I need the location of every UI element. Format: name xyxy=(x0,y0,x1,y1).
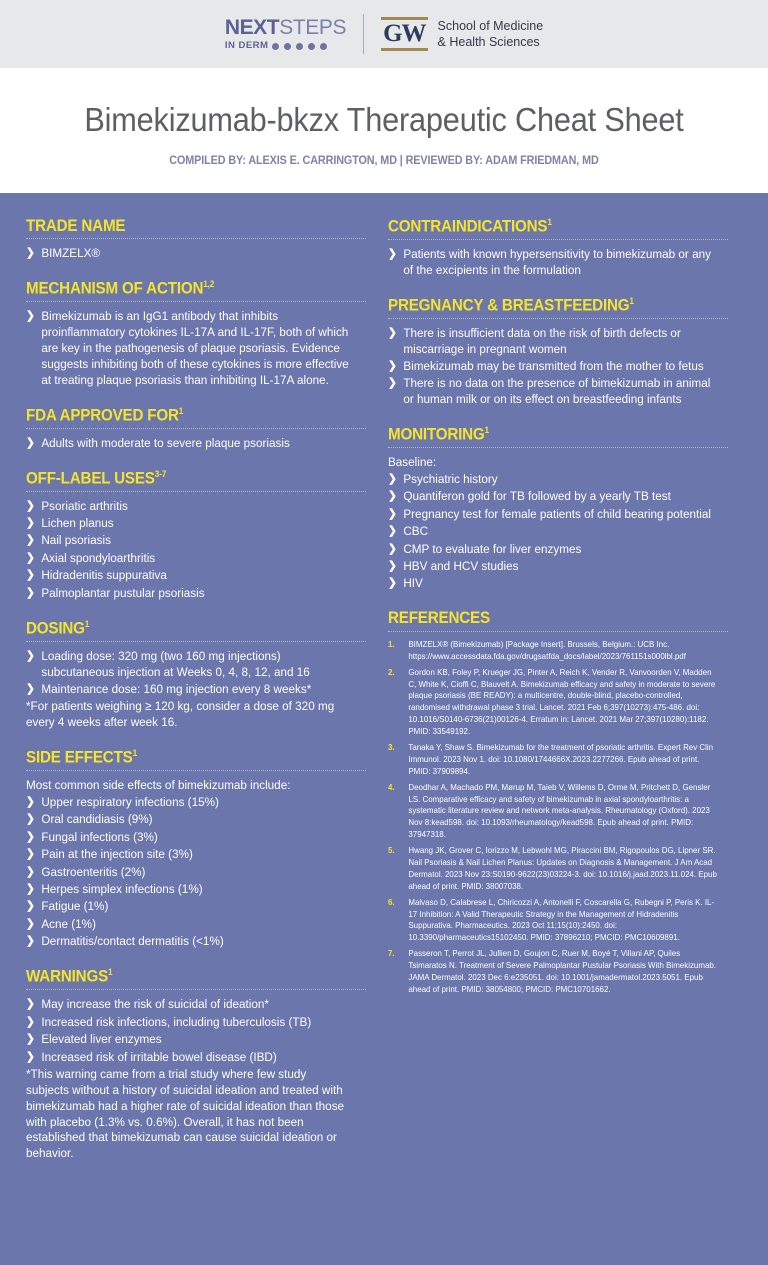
reference-marker: 1 xyxy=(484,425,489,436)
bullet-list xyxy=(26,309,366,388)
reference-marker: 1 xyxy=(108,967,113,978)
reference-number: 6. xyxy=(388,897,395,907)
bullet-list xyxy=(26,499,366,602)
chevron-right-icon: ❯ xyxy=(26,883,35,896)
reference-citation: Gordon KB, Foley P, Krueger JG, Pinter A, Reich K, Vender R, Vanvoorden V, Madden C, White K, Cioffi C, Blauvelt A. Bimekizumab efficacy and safety in moderate to severe plaque psoriasis (BE READY): a multicentre, double-blind, placebo-controlled, randomised withdrawal phase 3 trial. Lancet. 2021 Feb 6;397(10273):475-486. doi: 10.1016/S0140-6736(21)00126-4. Erratum in: Lancet. 2021 Mar 27;397(10280):1182. PMID: 33549192. xyxy=(408,667,716,737)
reference-marker: 1 xyxy=(547,217,552,227)
list-item xyxy=(26,1015,352,1031)
list-item xyxy=(26,795,352,811)
list-item-label: Herpes simplex infections (1%) xyxy=(41,882,203,897)
list-item xyxy=(26,1050,352,1066)
list-item-label: Oral candidiasis (9%) xyxy=(41,812,153,827)
chevron-right-icon: ❯ xyxy=(26,436,35,449)
list-item xyxy=(388,559,714,575)
reference-marker: 1 xyxy=(629,295,634,306)
list-item xyxy=(388,576,714,592)
section-divider xyxy=(26,491,366,492)
list-item-label: Axial spondyloarthritis xyxy=(41,550,156,565)
list-item-label: Psychiatric history xyxy=(403,471,498,486)
list-item-label: Pregnancy test for female patients of child bearing potential xyxy=(403,506,711,521)
list-item-label: Increased risk of irritable bowel disease (IBD) xyxy=(41,1049,277,1064)
list-item xyxy=(26,246,352,262)
chevron-right-icon: ❯ xyxy=(388,359,397,372)
chevron-right-icon: ❯ xyxy=(388,525,397,538)
list-item xyxy=(26,830,352,846)
list-item-label: Elevated liver enzymes xyxy=(41,1032,162,1047)
list-item xyxy=(26,812,352,828)
list-item xyxy=(388,472,714,488)
list-item-label: May increase the risk of suicidal of ideation* xyxy=(41,997,269,1012)
chevron-right-icon: ❯ xyxy=(388,326,397,339)
right-column xyxy=(388,217,728,1013)
chevron-right-icon: ❯ xyxy=(26,865,35,878)
list-item xyxy=(26,586,352,602)
gw-school-name xyxy=(438,18,544,51)
reference-number: 5. xyxy=(388,846,395,856)
list-item-label: Lichen planus xyxy=(41,515,114,530)
reference-number: 2. xyxy=(388,667,395,677)
chevron-right-icon: ❯ xyxy=(26,586,35,599)
list-item-label: HBV and HCV studies xyxy=(403,559,519,574)
reference-item xyxy=(388,897,718,945)
list-item xyxy=(26,436,352,452)
in-derm-row xyxy=(225,41,328,51)
section-heading: PREGNANCY & BREASTFEEDING$^1$ xyxy=(388,295,634,315)
section-divider xyxy=(26,428,366,429)
list-item-label: Increased risk infections, including tuberculosis (TB) xyxy=(41,1014,312,1029)
reference-number: 1. xyxy=(388,639,395,649)
section-monitoring xyxy=(388,425,728,592)
section-divider xyxy=(26,770,366,771)
section-heading: SIDE EFFECTS$^1$ xyxy=(26,748,138,767)
list-item xyxy=(26,551,352,567)
bullet-list xyxy=(26,246,366,262)
section-pregnancy-breastfeeding xyxy=(388,296,728,408)
chevron-right-icon: ❯ xyxy=(388,577,397,590)
reference-item xyxy=(388,845,718,893)
bullet-list xyxy=(388,326,728,408)
reference-item xyxy=(388,667,718,738)
section-heading: TRADE NAME xyxy=(26,217,126,235)
reference-item xyxy=(388,782,718,841)
reference-citation: Hwang JK, Grover C, Iorizzo M, Lebwohl MG, Piraccini BM, Rigopoulos DG, Lipner SR. Nail Psoriasis & Nail Lichen Planus: Updates on Diagnosis & Management. J Am Acad Dermatol. 2023 Nov 23:S0190-9622(23)03224-3. doi: 10.1016/j.jaad.2023.11.024. Epub ahead of print. PMID: 38007038. xyxy=(408,846,717,891)
chevron-right-icon: ❯ xyxy=(26,917,35,930)
list-item xyxy=(388,359,714,375)
bullet-list xyxy=(388,472,728,593)
list-item xyxy=(388,376,714,408)
next-steps-wordmark xyxy=(225,17,346,38)
list-item-label: Palmoplantar pustular psoriasis xyxy=(41,585,205,600)
list-item xyxy=(388,489,714,505)
reference-citation: Tanaka Y, Shaw S. Bimekizumab for the treatment of psoriatic arthritis. Expert Rev Clin Immunol. 2023 Nov 1. doi: 10.1080/1744666X.2023.2277266. Epub ahead of print. PMID: 37909894. xyxy=(408,743,714,776)
list-item xyxy=(388,507,714,523)
reference-citation: BIMZELX® (Bimekizumab) [Package Insert]. Brussels, Belgium.: UCB Inc. https://www.accessdata.fda.gov/drugsatfda_docs/label/2023/761151s000lbl.pdf xyxy=(408,639,686,661)
list-item-label: There is insufficient data on the risk of birth defects or miscarriage in pregnant women xyxy=(403,325,681,356)
chevron-right-icon: ❯ xyxy=(26,900,35,913)
section-heading: MECHANISM OF ACTION$^{1,2}$ xyxy=(26,279,215,298)
list-item xyxy=(388,247,714,279)
section-warnings xyxy=(26,967,366,1162)
section-side-effects xyxy=(26,748,366,950)
section-footnote: *This warning came from a trial study where few study subjects without a history of suicidal ideation and treated with bimekizumab had a higher rate of suicidal ideation than those with placebo (1.3% vs. 0.6%). Overall, it has not been established that bimekizumab can cause suicidal ideation or behavior. xyxy=(26,1067,345,1161)
list-item-label: Loading dose: 320 mg (two 160 mg injections) subcutaneous injection at Weeks 0, 4, 8, 12, and 16 xyxy=(41,648,310,679)
list-item xyxy=(388,542,714,558)
section-mechanism-of-action xyxy=(26,279,366,388)
chevron-right-icon: ❯ xyxy=(26,551,35,564)
chevron-right-icon: ❯ xyxy=(26,830,35,843)
reference-citation: Passeron T, Perrot JL, Jullien D, Goujon C, Ruer M, Boyé T, Villani AP, Quiles Tsimaratos N. Treatment of Severe Palmoplantar Pustular Psoriasis With Bimekizumab. JAMA Dermatol. 2023 Dec 6:e235051. doi: 10.1001/jamadermatol.2023.5051. Epub ahead of print. PMID: 38054800; PMCID: PMC10701662. xyxy=(408,949,717,994)
list-item-label: Nail psoriasis xyxy=(41,533,111,548)
left-column xyxy=(26,217,366,1179)
section-fda-approved-for xyxy=(26,406,366,452)
section-dosing xyxy=(26,619,366,731)
title-band xyxy=(0,68,768,193)
list-item xyxy=(26,934,352,950)
chevron-right-icon: ❯ xyxy=(26,499,35,512)
section-heading: OFF-LABEL USES$^{3-7}$ xyxy=(26,468,167,488)
section-heading: FDA APPROVED FOR$^1$ xyxy=(26,405,184,425)
cheat-sheet-body xyxy=(0,193,768,1209)
gw-monogram: GW xyxy=(381,17,427,51)
bullet-list xyxy=(26,649,366,698)
list-item xyxy=(26,847,352,863)
list-item-label: Maintenance dose: 160 mg injection every 8 weeks* xyxy=(41,681,312,696)
list-item xyxy=(388,326,714,358)
list-item-label: Acne (1%) xyxy=(41,916,96,931)
chevron-right-icon: ❯ xyxy=(26,1015,35,1028)
list-item-label: Fatigue (1%) xyxy=(41,899,109,914)
list-item-label: Quantiferon gold for TB followed by a yearly TB test xyxy=(403,489,671,504)
reference-citation: Deodhar A, Machado PM, Mørup M, Taieb V, Willems D, Orme M, Pritchett D, Gensler LS. Comparative efficacy and safety of bimekizumab in axial spondyloarthritis: a systematic literature review and network meta-analysis. Rheumatology (Oxford). 2023 Nov 8:kead598. doi: 10.1093/rheumatology/kead598. Epub ahead of print. PMID: 37947318. xyxy=(408,782,711,840)
chevron-right-icon: ❯ xyxy=(26,516,35,529)
reference-marker: 1 xyxy=(84,618,90,629)
list-item-label: Fungal infections (3%) xyxy=(41,829,158,844)
list-item-label: Bimekizumab may be transmitted from the mother to fetus xyxy=(403,358,704,373)
gw-line-1: School of Medicine xyxy=(437,18,544,33)
list-item xyxy=(26,499,352,515)
reference-citation: Malvaso D, Calabrese L, Chiricozzi A, Antonelli F, Coscarella G, Rubegni P, Peris K. IL-17 Inhibition: A Valid Therapeutic Strategy in the Management of Hidradenitis Suppurativa. Pharmaceutics. 2023 Oct 11;15(10):2450. doi: 10.3390/pharmaceutics15102450. PMID: 37896210; PMCID: PMC10609891. xyxy=(408,897,715,943)
list-item-label: Gastroenteritis (2%) xyxy=(41,864,146,879)
section-off-label-uses xyxy=(26,469,366,602)
chevron-right-icon: ❯ xyxy=(388,560,397,573)
section-divider xyxy=(26,641,366,642)
section-intro: Baseline: xyxy=(388,455,437,469)
page-title: Bimekizumab-bkzx Therapeutic Cheat Sheet xyxy=(84,101,684,138)
list-item-label: Pain at the injection site (3%) xyxy=(41,847,193,862)
list-item-label: CBC xyxy=(403,524,429,539)
section-divider xyxy=(388,631,728,632)
section-intro: Most common side effects of bimekizumab include: xyxy=(26,777,291,792)
list-item xyxy=(26,1032,352,1048)
chevron-right-icon: ❯ xyxy=(388,247,397,260)
reference-marker: 1 xyxy=(178,405,184,416)
section-divider xyxy=(26,301,366,302)
chevron-right-icon: ❯ xyxy=(388,542,397,555)
steps-text: STEPS xyxy=(279,16,347,40)
references-heading: REFERENCES xyxy=(388,609,490,628)
chevron-right-icon: ❯ xyxy=(388,490,397,503)
chevron-right-icon: ❯ xyxy=(388,507,397,520)
section-footnote: *For patients weighing ≥ 120 kg, consider a dose of 320 mg every 4 weeks after week 16. xyxy=(26,699,335,730)
next-steps-in-derm-logo xyxy=(225,17,346,51)
section-heading: DOSING$^1$ xyxy=(26,618,90,638)
reference-marker: 1 xyxy=(132,748,138,759)
section-heading: MONITORING$^1$ xyxy=(388,425,489,444)
reference-item xyxy=(388,639,718,663)
chevron-right-icon: ❯ xyxy=(26,848,35,861)
section-references xyxy=(388,609,728,995)
dots-icon xyxy=(272,43,327,50)
list-item-label: HIV xyxy=(403,576,423,591)
logo-group xyxy=(225,14,543,54)
list-item xyxy=(26,917,352,933)
list-item xyxy=(388,524,714,540)
list-item xyxy=(26,309,352,388)
in-derm-text: IN DERM xyxy=(224,40,269,52)
gw-line-2: & Health Sciences xyxy=(437,35,540,49)
list-item-label: BIMZELX® xyxy=(41,246,101,261)
section-heading: WARNINGS$^1$ xyxy=(26,967,113,986)
reference-item xyxy=(388,742,718,778)
bullet-list xyxy=(26,795,366,950)
chevron-right-icon: ❯ xyxy=(26,1050,35,1063)
chevron-right-icon: ❯ xyxy=(388,472,397,485)
chevron-right-icon: ❯ xyxy=(26,649,35,662)
section-divider xyxy=(26,238,366,239)
bullet-list xyxy=(388,247,728,279)
list-item-label: Adults with moderate to severe plaque psoriasis xyxy=(41,435,290,450)
list-item xyxy=(26,516,352,532)
chevron-right-icon: ❯ xyxy=(26,682,35,695)
list-item xyxy=(26,533,352,549)
list-item xyxy=(26,899,352,915)
list-item-label: Patients with known hypersensitivity to bimekizumab or any of the excipients in the formulation xyxy=(403,246,711,277)
list-item xyxy=(26,649,352,681)
list-item-label: Upper respiratory infections (15%) xyxy=(41,794,219,809)
list-item-label: CMP to evaluate for liver enzymes xyxy=(403,541,582,556)
section-divider xyxy=(26,989,366,990)
section-trade-name xyxy=(26,217,366,262)
reference-number: 7. xyxy=(388,949,395,959)
section-contraindications xyxy=(388,217,728,279)
chevron-right-icon: ❯ xyxy=(26,569,35,582)
chevron-right-icon: ❯ xyxy=(26,310,35,323)
logo-divider xyxy=(363,14,364,54)
list-item xyxy=(26,568,352,584)
section-divider xyxy=(388,318,728,319)
list-item-label: Hidradenitis suppurativa xyxy=(41,568,167,583)
reference-number: 3. xyxy=(388,743,395,753)
reference-item xyxy=(388,948,718,996)
list-item xyxy=(26,682,352,698)
list-item xyxy=(26,997,352,1013)
reference-number: 4. xyxy=(388,782,395,792)
chevron-right-icon: ❯ xyxy=(26,935,35,948)
reference-marker: 1,2 xyxy=(203,279,215,290)
reference-marker: 3-7 xyxy=(154,468,167,479)
next-text: NEXT xyxy=(224,16,280,40)
chevron-right-icon: ❯ xyxy=(26,534,35,547)
list-item-label: There is no data on the presence of bimekizumab in animal or human milk or on its effect on breastfeeding infants xyxy=(403,376,711,407)
chevron-right-icon: ❯ xyxy=(26,813,35,826)
bullet-list xyxy=(26,997,366,1065)
byline: COMPILED BY: ALEXIS E. CARRINGTON, MD | REVIEWED BY: ADAM FRIEDMAN, MD xyxy=(169,154,599,167)
bullet-list xyxy=(26,436,366,452)
logo-bar xyxy=(0,0,768,68)
section-divider xyxy=(388,447,728,448)
chevron-right-icon: ❯ xyxy=(26,247,35,260)
section-heading: CONTRAINDICATIONS$^1$ xyxy=(388,217,552,236)
list-item xyxy=(26,865,352,881)
chevron-right-icon: ❯ xyxy=(26,998,35,1011)
list-item-label: Bimekizumab is an IgG1 antibody that inhibits proinflammatory cytokines IL-17A and IL-17F, both of which are key in the pathogenesis of plaque psoriasis. Evidence suggests inhibiting both of these cytokines is more effective at treating plaque psoriasis than inhibiting IL-17A alone. xyxy=(41,309,349,387)
list-item-label: Dermatitis/contact dermatitis (<1%) xyxy=(41,934,224,949)
list-item-label: Psoriatic arthritis xyxy=(41,498,128,513)
chevron-right-icon: ❯ xyxy=(26,1033,35,1046)
chevron-right-icon: ❯ xyxy=(388,377,397,390)
list-item xyxy=(26,882,352,898)
section-divider xyxy=(388,239,728,240)
gw-logo xyxy=(381,17,543,51)
chevron-right-icon: ❯ xyxy=(26,795,35,808)
